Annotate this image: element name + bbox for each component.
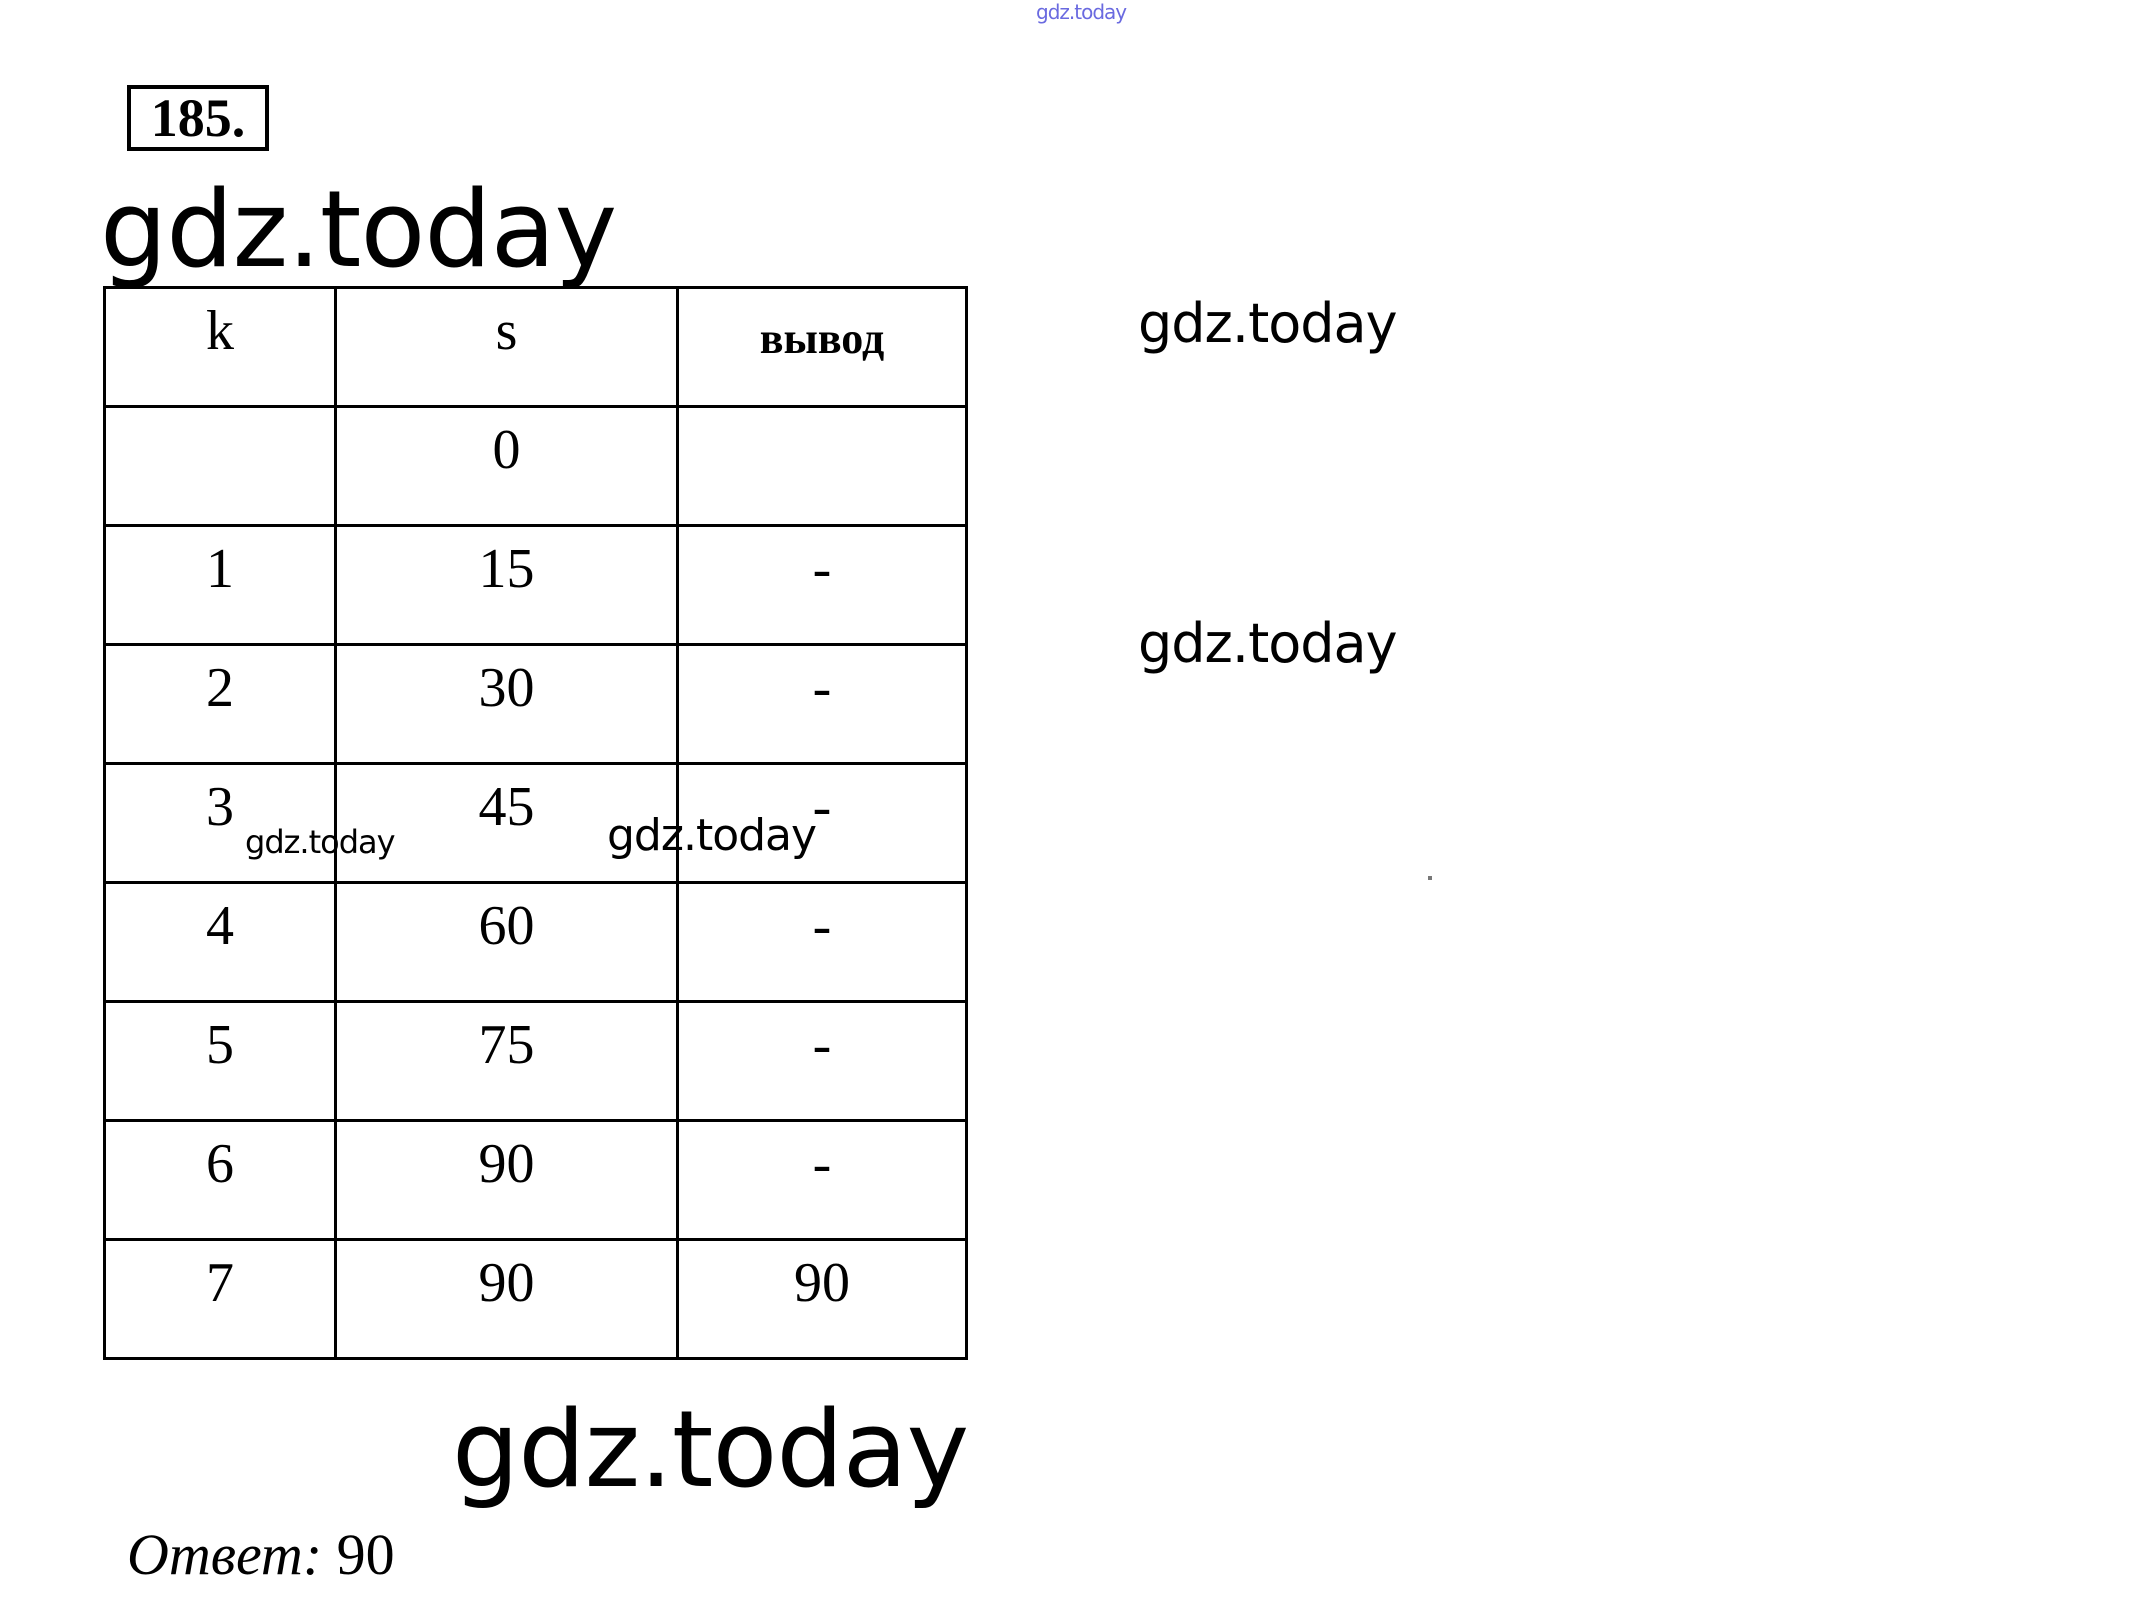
- cell-s: 45: [336, 764, 678, 883]
- watermark-right-lower: gdz.today: [1138, 612, 1397, 675]
- cell-s: 90: [336, 1121, 678, 1240]
- header-output: вывод: [678, 288, 967, 407]
- cell-s: 60: [336, 883, 678, 1002]
- cell-k: 1: [105, 526, 336, 645]
- cell-output: 90: [678, 1240, 967, 1359]
- table-row: [105, 526, 967, 645]
- cell-s: 0: [336, 407, 678, 526]
- answer-value: 90: [336, 1522, 395, 1587]
- answer-line: [127, 1520, 395, 1590]
- cell-k: 5: [105, 1002, 336, 1121]
- cell-output: -: [678, 1121, 967, 1240]
- table-row: [105, 645, 967, 764]
- cell-k: 2: [105, 645, 336, 764]
- header-s: s: [336, 288, 678, 407]
- cell-s: 30: [336, 645, 678, 764]
- trace-table: [103, 286, 968, 1360]
- table-header-row: [105, 288, 967, 407]
- header-k: k: [105, 288, 336, 407]
- cell-output: -: [678, 764, 967, 883]
- table-row: [105, 407, 967, 526]
- cell-output: -: [678, 1002, 967, 1121]
- watermark-large-bottom: gdz.today: [452, 1388, 969, 1511]
- table-row: [105, 883, 967, 1002]
- watermark-right-upper: gdz.today: [1138, 292, 1397, 355]
- cell-k: 7: [105, 1240, 336, 1359]
- cell-k: [105, 407, 336, 526]
- watermark-table-medium: gdz.today: [607, 810, 817, 861]
- watermark-large-top: gdz.today: [100, 168, 617, 291]
- stray-mark: [1428, 876, 1432, 880]
- cell-s: 15: [336, 526, 678, 645]
- table-row: [105, 764, 967, 883]
- cell-output: [678, 407, 967, 526]
- cell-k: 3: [105, 764, 336, 883]
- table-row: [105, 1121, 967, 1240]
- table-row: [105, 1002, 967, 1121]
- cell-k: 6: [105, 1121, 336, 1240]
- cell-s: 90: [336, 1240, 678, 1359]
- cell-s: 75: [336, 1002, 678, 1121]
- watermark-top: gdz.today: [1036, 0, 1127, 24]
- cell-output: -: [678, 645, 967, 764]
- cell-output: -: [678, 883, 967, 1002]
- answer-label: Ответ:: [127, 1522, 323, 1587]
- cell-k: 4: [105, 883, 336, 1002]
- cell-output: -: [678, 526, 967, 645]
- problem-number: 185.: [127, 85, 269, 151]
- watermark-table-small: gdz.today: [245, 823, 395, 861]
- table-row: [105, 1240, 967, 1359]
